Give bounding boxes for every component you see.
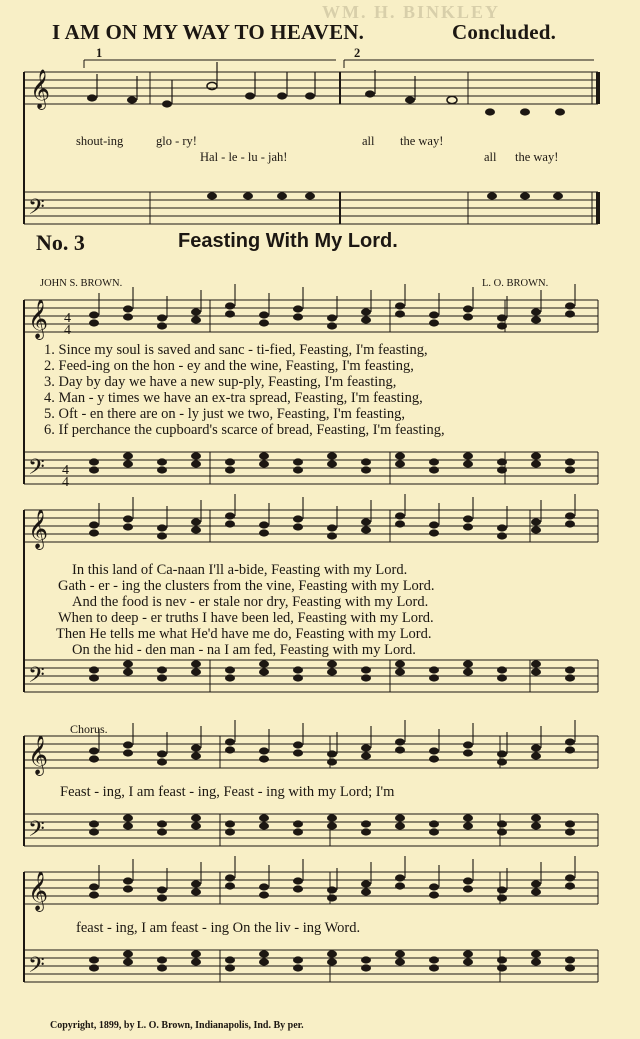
concluded-label: Concluded. bbox=[452, 20, 557, 44]
library-stamp: WM. H. BINKLEY bbox=[322, 2, 501, 22]
svg-text:𝄢: 𝄢 bbox=[28, 195, 45, 224]
top-lyric-shouting: shout-ing bbox=[76, 134, 124, 148]
svg-text:𝄞: 𝄞 bbox=[28, 511, 49, 548]
ending-2: 2 bbox=[354, 46, 361, 60]
verse-line: 1. Since my soul is saved and sanc - ti-fied, Feasting, I'm feasting, bbox=[44, 342, 428, 358]
verse-line: Then He tells me what He'd have me do, Feasting with my Lord. bbox=[56, 626, 432, 642]
hymn-number: No. 3 bbox=[36, 230, 85, 255]
verse-line: 3. Day by day we have a new sup-ply, Feasting, I'm feasting, bbox=[44, 374, 397, 390]
verse-line: And the food is nev - er stale nor dry, Feasting with my Lord. bbox=[72, 594, 429, 610]
lyricist: JOHN S. BROWN. bbox=[40, 278, 123, 289]
svg-text:𝄞: 𝄞 bbox=[28, 301, 49, 338]
chorus-line-1: Feast - ing, I am feast - ing, Feast - ing with my Lord; I'm bbox=[60, 784, 395, 800]
verse-line: On the hid - den man - na I am fed, Feasting with my Lord. bbox=[72, 642, 416, 658]
svg-text:𝄢: 𝄢 bbox=[28, 663, 45, 692]
top-lyric-all: all bbox=[362, 134, 375, 148]
svg-text:𝄢: 𝄢 bbox=[28, 817, 45, 846]
svg-text:4: 4 bbox=[62, 475, 69, 490]
top-lyric-hallelujah: Hal - le - lu - jah! bbox=[200, 150, 288, 164]
verse-line: 6. If perchance the cupboard's scarce of bread, Feasting, I'm feasting, bbox=[44, 422, 445, 438]
top-lyric-glory: glo - ry! bbox=[156, 134, 197, 148]
ending-1: 1 bbox=[96, 46, 103, 60]
page-title: I AM ON MY WAY TO HEAVEN. bbox=[52, 20, 365, 44]
verse-line: When to deep - er truths I have been led, Feasting with my Lord. bbox=[58, 610, 434, 626]
chorus-label: Chorus. bbox=[70, 722, 108, 736]
svg-text:4: 4 bbox=[64, 323, 71, 338]
verse-line: In this land of Ca-naan I'll a-bide, Feasting with my Lord. bbox=[72, 562, 408, 578]
verse-line: Gath - er - ing the clusters from the vine, Feasting with my Lord. bbox=[58, 578, 435, 594]
verse-line: 2. Feed-ing on the hon - ey and the wine, Feasting, I'm feasting, bbox=[44, 358, 414, 374]
top-lyric-the-way-2: the way! bbox=[515, 150, 559, 164]
svg-text:𝄞: 𝄞 bbox=[28, 737, 49, 774]
svg-text:𝄞: 𝄞 bbox=[28, 873, 49, 910]
svg-text:4: 4 bbox=[62, 463, 69, 478]
svg-text:4: 4 bbox=[64, 311, 71, 326]
copyright: Copyright, 1899, by L. O. Brown, Indianapolis, Ind. By per. bbox=[50, 1020, 304, 1031]
svg-text:𝄞: 𝄞 bbox=[30, 71, 51, 108]
composer: L. O. BROWN. bbox=[482, 278, 549, 289]
svg-text:𝄢: 𝄢 bbox=[28, 953, 45, 982]
verse-line: 5. Oft - en there are on - ly just we two, Feasting, I'm feasting, bbox=[44, 406, 405, 422]
hymn-title: Feasting With My Lord. bbox=[178, 230, 398, 252]
chorus-line-2: feast - ing, I am feast - ing On the liv - ing Word. bbox=[76, 920, 361, 936]
verse-line: 4. Man - y times we have an ex-tra spread, Feasting, I'm feasting, bbox=[44, 390, 423, 406]
top-lyric-all-2: all bbox=[484, 150, 497, 164]
svg-text:𝄢: 𝄢 bbox=[28, 455, 45, 484]
top-lyric-the-way: the way! bbox=[400, 134, 444, 148]
